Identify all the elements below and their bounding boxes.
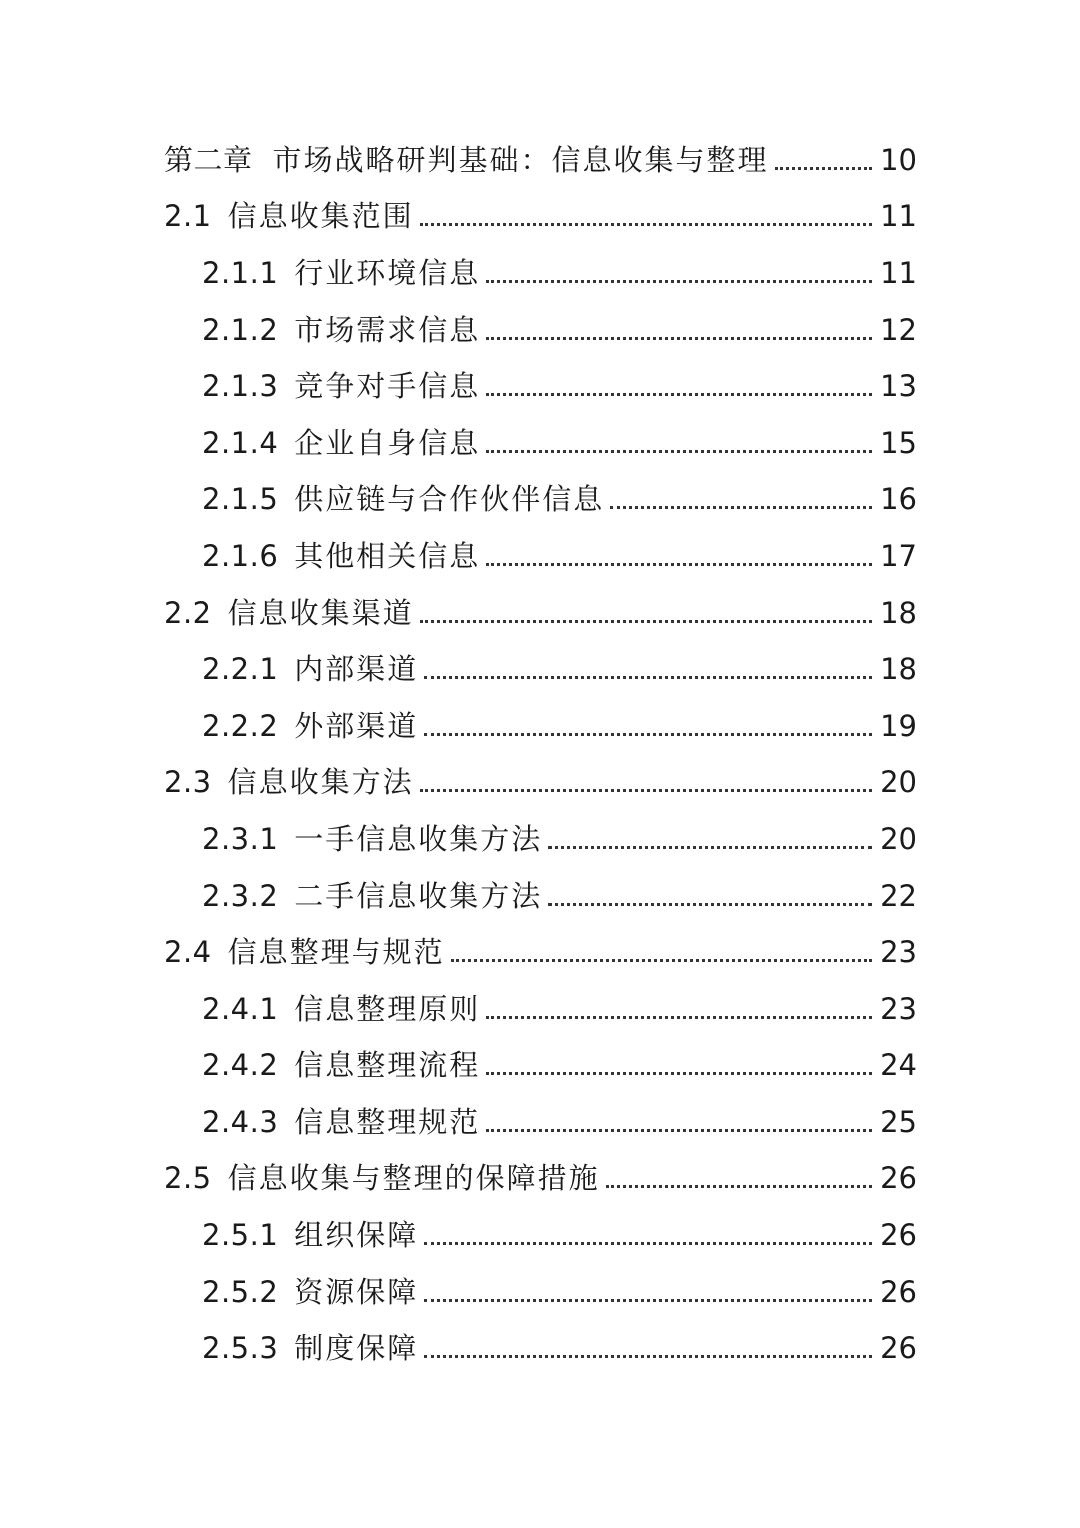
toc-entry[interactable] [0,811,1080,868]
dot-leader [486,280,872,283]
toc-entry-title: 信息收集方法 [227,765,414,800]
toc-entry-title: 外部渠道 [294,708,419,743]
toc-entry[interactable] [0,868,1080,925]
dot-leader [610,506,872,509]
dot-leader [486,393,872,396]
toc-entry-page: 23 [880,935,917,970]
toc-entry-page: 16 [880,482,917,517]
toc-entry[interactable] [0,981,1080,1038]
toc-entry-number: 2.1.2 [202,312,279,347]
table-of-contents [0,132,1080,1377]
toc-entry-page: 12 [880,312,917,347]
dot-leader [486,563,872,566]
toc-entry[interactable] [0,1207,1080,1264]
toc-entry[interactable] [0,1094,1080,1151]
dot-leader [420,223,872,226]
toc-entry-number: 2.1.1 [202,255,279,290]
toc-entry-page: 11 [880,255,917,290]
dot-leader [486,450,872,453]
toc-entry-number: 2.1.3 [202,369,279,404]
toc-entry[interactable] [0,358,1080,415]
toc-entry-page: 15 [880,425,917,460]
toc-entry-page: 23 [880,991,917,1026]
toc-entry-title: 市场战略研判基础：信息收集与整理 [272,142,769,177]
toc-entry-page: 20 [880,765,917,800]
toc-entry[interactable] [0,245,1080,302]
dot-leader [424,1242,872,1245]
toc-entry[interactable] [0,189,1080,246]
toc-entry-page: 18 [880,652,917,687]
toc-entry-title: 企业自身信息 [294,425,481,460]
toc-entry-number: 2.5.1 [202,1218,279,1253]
toc-entry[interactable] [0,1151,1080,1208]
toc-entry-page: 25 [880,1104,917,1139]
toc-entry-number: 2.3.1 [202,821,279,856]
toc-entry-number: 2.4 [164,935,212,970]
toc-entry-number: 2.2 [164,595,212,630]
toc-entry[interactable] [0,1320,1080,1377]
toc-entry-page: 19 [880,708,917,743]
toc-entry-title: 信息收集与整理的保障措施 [227,1161,600,1196]
toc-entry[interactable] [0,924,1080,981]
toc-entry-number: 2.2.2 [202,708,279,743]
dot-leader [486,337,872,340]
toc-entry-number: 2.1.6 [202,538,279,573]
toc-entry[interactable] [0,472,1080,529]
toc-entry-title: 信息整理流程 [294,1048,481,1083]
toc-entry-title: 其他相关信息 [294,538,481,573]
toc-entry-title: 资源保障 [294,1274,419,1309]
toc-entry-number: 2.3.2 [202,878,279,913]
toc-entry[interactable] [0,755,1080,812]
dot-leader [424,1355,872,1358]
toc-entry-number: 2.1.5 [202,482,279,517]
dot-leader [486,1129,872,1132]
toc-entry-page: 18 [880,595,917,630]
toc-entry-title: 二手信息收集方法 [294,878,543,913]
toc-entry-title: 内部渠道 [294,652,419,687]
toc-entry-page: 26 [880,1274,917,1309]
toc-entry-page: 26 [880,1161,917,1196]
toc-entry-number: 2.4.3 [202,1104,279,1139]
toc-entry-page: 26 [880,1331,917,1366]
toc-entry-title: 信息整理规范 [294,1104,481,1139]
toc-entry-page: 22 [880,878,917,913]
dot-leader [606,1185,872,1188]
dot-leader [775,167,873,170]
toc-entry-title: 信息整理与规范 [227,935,445,970]
toc-entry[interactable] [0,132,1080,189]
toc-entry-page: 20 [880,821,917,856]
toc-entry-number: 2.4.2 [202,1048,279,1083]
toc-entry-title: 市场需求信息 [294,312,481,347]
toc-entry-page: 11 [880,199,917,234]
toc-entry-number: 2.1 [164,199,212,234]
dot-leader [424,676,872,679]
toc-entry-number: 2.5.3 [202,1331,279,1366]
dot-leader [424,1299,872,1302]
toc-entry-number: 2.4.1 [202,991,279,1026]
toc-entry-number: 第二章 [164,142,253,177]
toc-entry-title: 信息收集范围 [227,199,414,234]
toc-entry[interactable] [0,1038,1080,1095]
toc-entry-title: 组织保障 [294,1218,419,1253]
toc-entry-page: 13 [880,369,917,404]
toc-entry[interactable] [0,585,1080,642]
dot-leader [424,733,872,736]
toc-entry-number: 2.5 [164,1161,212,1196]
toc-entry-page: 24 [880,1048,917,1083]
toc-entry-title: 一手信息收集方法 [294,821,543,856]
toc-entry-number: 2.5.2 [202,1274,279,1309]
dot-leader [420,620,872,623]
dot-leader [486,1016,872,1019]
toc-entry-title: 供应链与合作伙伴信息 [294,482,605,517]
toc-entry-page: 26 [880,1218,917,1253]
toc-entry-title: 行业环境信息 [294,255,481,290]
toc-entry-number: 2.2.1 [202,652,279,687]
toc-entry-title: 制度保障 [294,1331,419,1366]
dot-leader [548,846,872,849]
toc-entry-title: 竞争对手信息 [294,369,481,404]
dot-leader [548,903,872,906]
toc-entry[interactable] [0,641,1080,698]
toc-entry[interactable] [0,698,1080,755]
toc-entry[interactable] [0,1264,1080,1321]
toc-entry-title: 信息收集渠道 [227,595,414,630]
dot-leader [451,959,872,962]
toc-entry[interactable] [0,415,1080,472]
toc-entry-number: 2.1.4 [202,425,279,460]
toc-entry-number: 2.3 [164,765,212,800]
dot-leader [420,789,872,792]
toc-entry[interactable] [0,528,1080,585]
toc-entry[interactable] [0,302,1080,359]
toc-entry-page: 10 [880,142,917,177]
dot-leader [486,1072,872,1075]
toc-entry-page: 17 [880,538,917,573]
toc-entry-title: 信息整理原则 [294,991,481,1026]
